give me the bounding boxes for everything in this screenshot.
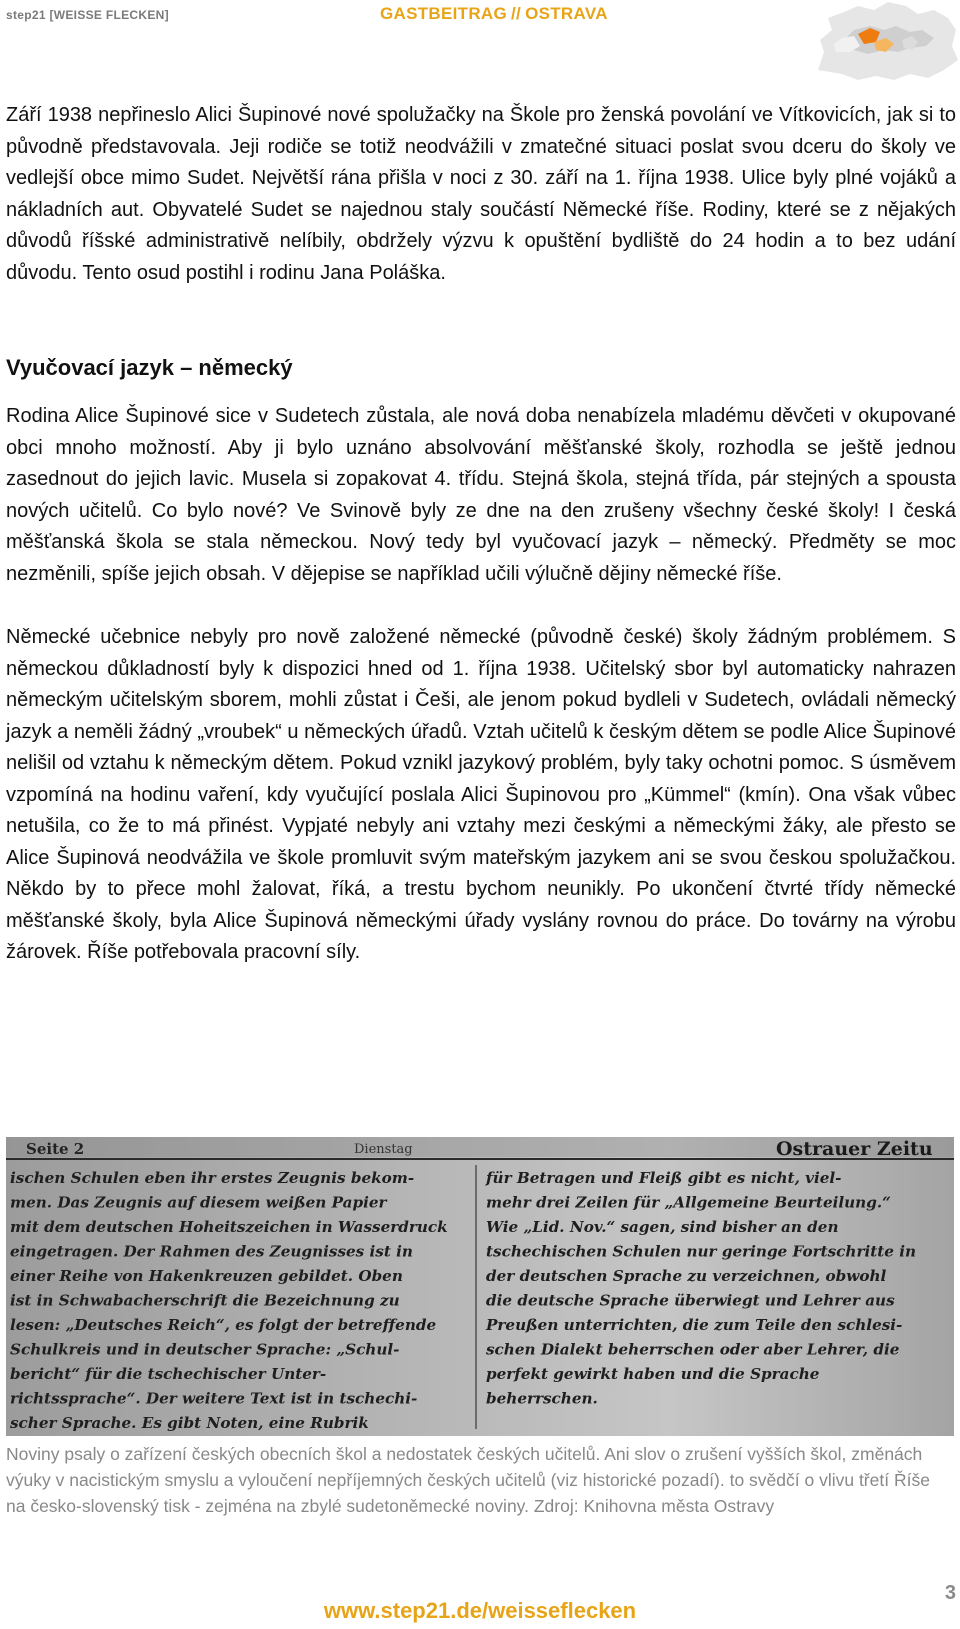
newspaper-right-column-line: tschechischen Schulen nur geringe Fortschritte in xyxy=(486,1242,917,1261)
central-europe-map-icon xyxy=(814,0,960,82)
page-number: 3 xyxy=(944,1582,956,1604)
newspaper-clipping-image xyxy=(6,1137,954,1436)
article-body xyxy=(6,100,956,969)
header-brand: step21 [WEISSE FLECKEN] xyxy=(6,8,169,22)
newspaper-right-column-line: schen Dialekt beherrschen oder aber Lehrer, die xyxy=(486,1340,900,1359)
newspaper-right-column-line: beherrschen. xyxy=(486,1389,598,1408)
intro-paragraph: Září 1938 nepřineslo Alici Šupinové nové spolužačky na Škole pro ženská povolání ve Vítkovicích, jak si to původně představovala. Jeji rodiče se totiž neodvážili v zmatečné situaci poslat svou dceru do školy ve vedlejší obce mimo Sudet. Největší rána přišla v noci z 30. září na 1. října 1938. Ulice byly plné vojáků a nákladních aut. Obyvatelé Sudet se najednou staly součástí Německé říše. Rodiny, které se z nějakých důvodů říšské administrativě nelíbily, obdržely výzvu k opuštění bydliště do 24 hodin a to bez udání důvodu. Tento osud postihl i rodinu Jana Poláška. xyxy=(6,104,956,284)
newspaper-right-column-line: Wie „Lid. Nov.“ sagen, sind bisher an den xyxy=(486,1218,839,1236)
header-city-label: OSTRAVA xyxy=(525,4,608,23)
newspaper-masthead-left: Seite 2 xyxy=(26,1140,85,1158)
newspaper-left-column-line: men. Das Zeugnis auf diesem weißen Papier xyxy=(10,1193,387,1212)
section-paragraph-2: Německé učebnice nebyly pro nově založené německé (původně české) školy žádným problémem. S německou důkladností byly k dispozici hned od 1. října 1938. Učitelský sbor byl automaticky nahrazen německým učitelským sborem, mohli zůstat i Češi, ale jenom pokud bydleli v Sudetech, ovládali německý jazyk a neměli žádný „vroubek“ u německých úřadů. Vztah učitelů k českým dětem se podle Alice Šupinové nelišil od vztahu k německým dětem. Pokud vznikl jazykový problém, byly taky ochotni pomoc. S úsměvem vzpomíná na hodinu vaření, kdy vyučující poslala Alici Šupinovou pro „Kümmel“ (kmín). Ona však vůbec netušila, co že to má přinést. Vypjaté nebyly ani vztahy mezi českými a německými žáky, ale přesto se Alice Šupinová neodvážila ve škole promluvit svým mateřským jazykem ani se svou českou spolužačkou. Někdo by to přece mohl žalovat, říká, a trestu bychom neunikly. Po ukončení čtvrté třídy německé měšťanské školy, byla Alice Šupinová německými úřady vyslány rovnou do práce. Do továrny na výrobu žárovek. Říše potřebovala pracovní síly. xyxy=(6,626,956,963)
newspaper-left-column-line: ischen Schulen eben ihr erstes Zeugnis bekom- xyxy=(10,1169,415,1187)
section-paragraph-1: Rodina Alice Šupinové sice v Sudetech zůstala, ale nová doba nenabízela mladému děvčeti v okupované obci mnoho možností. Aby ji bylo uznáno absolvování měšťanské školy, rozhodla se ještě jednou zasednout do jejich lavic. Musela si zopakovat 4. třídu. Stejná škola, stejná třída, pár stejných a spousta nových učitelů. Co bylo nové? Ve Svinově byly ze dne na den zrušeny všechny české školy! I česká měšťanská škola se stala německou. Nový tedy byl vyučovací jazyk – německý. Předměty se moc nezměnili, spíše jejich obsah. V dějepise se například učili výlučně dějiny německé říše. xyxy=(6,405,956,585)
newspaper-masthead-center: Dienstag xyxy=(354,1142,413,1157)
newspaper-right-column-line: für Betragen und Fleiß gibt es nicht, viel- xyxy=(486,1169,842,1187)
newspaper-right-column-line: mehr drei Zeilen für „Allgemeine Beurteilung.“ xyxy=(486,1193,891,1212)
newspaper-left-column-line: richtssprache“. Der weitere Text ist in tschechi- xyxy=(10,1389,418,1408)
newspaper-masthead-right: Ostrauer Zeitu xyxy=(776,1138,933,1160)
header-section-title xyxy=(380,4,608,24)
header-section-label: GASTBEITRAG xyxy=(380,4,508,23)
newspaper-left-column-line: mit dem deutschen Hoheitszeichen in Wasserdruck xyxy=(10,1218,448,1236)
newspaper-left-column-line: bericht“ für die tschechischer Unter- xyxy=(10,1365,327,1383)
newspaper-right-column-line: perfekt gewirkt haben und die Sprache xyxy=(486,1365,820,1383)
header-separator: // xyxy=(511,4,522,23)
newspaper-left-column-line: Schulkreis und in deutscher Sprache: „Schul- xyxy=(10,1340,400,1359)
image-caption: Noviny psaly o zařízení českých obecních škol a nedostatek českých učitelů. Ani slov o zrušení vyšších škol, změnách výuky v nacistickým smyslu a vyloučení nepříjemných českých učitelů (viz historické pozadí). to svědčí o vlivu třetí Říše na česko-slovenský tisk - zejména na zbylé sudetoněmecké noviny. Zdroj: Knihovna města Ostravy xyxy=(6,1444,930,1516)
newspaper-right-column-line: Preußen unterrichten, die zum Teile den schlesi- xyxy=(486,1316,903,1334)
newspaper-right-column-line: die deutsche Sprache überwiegt und Lehrer aus xyxy=(486,1291,895,1310)
newspaper-left-column-line: lesen: „Deutsches Reich“, es folgt der betreffende xyxy=(10,1316,437,1334)
newspaper-left-column-line: ist in Schwabacherschrift die Bezeichnung zu xyxy=(10,1291,400,1310)
footer-url-link[interactable]: www.step21.de/weisseflecken xyxy=(323,1598,637,1623)
newspaper-left-column-line: einer Reihe von Hakenkreuzen gebildet. Oben xyxy=(10,1267,403,1285)
newspaper-right-column-line: der deutschen Sprache zu verzeichnen, obwohl xyxy=(486,1267,887,1285)
section-heading: Vyučovací jazyk – německý xyxy=(6,355,293,380)
newspaper-left-column-line: eingetragen. Der Rahmen des Zeugnisses ist in xyxy=(10,1242,413,1261)
newspaper-left-column-line: scher Sprache. Es gibt Noten, eine Rubrik xyxy=(10,1414,369,1432)
